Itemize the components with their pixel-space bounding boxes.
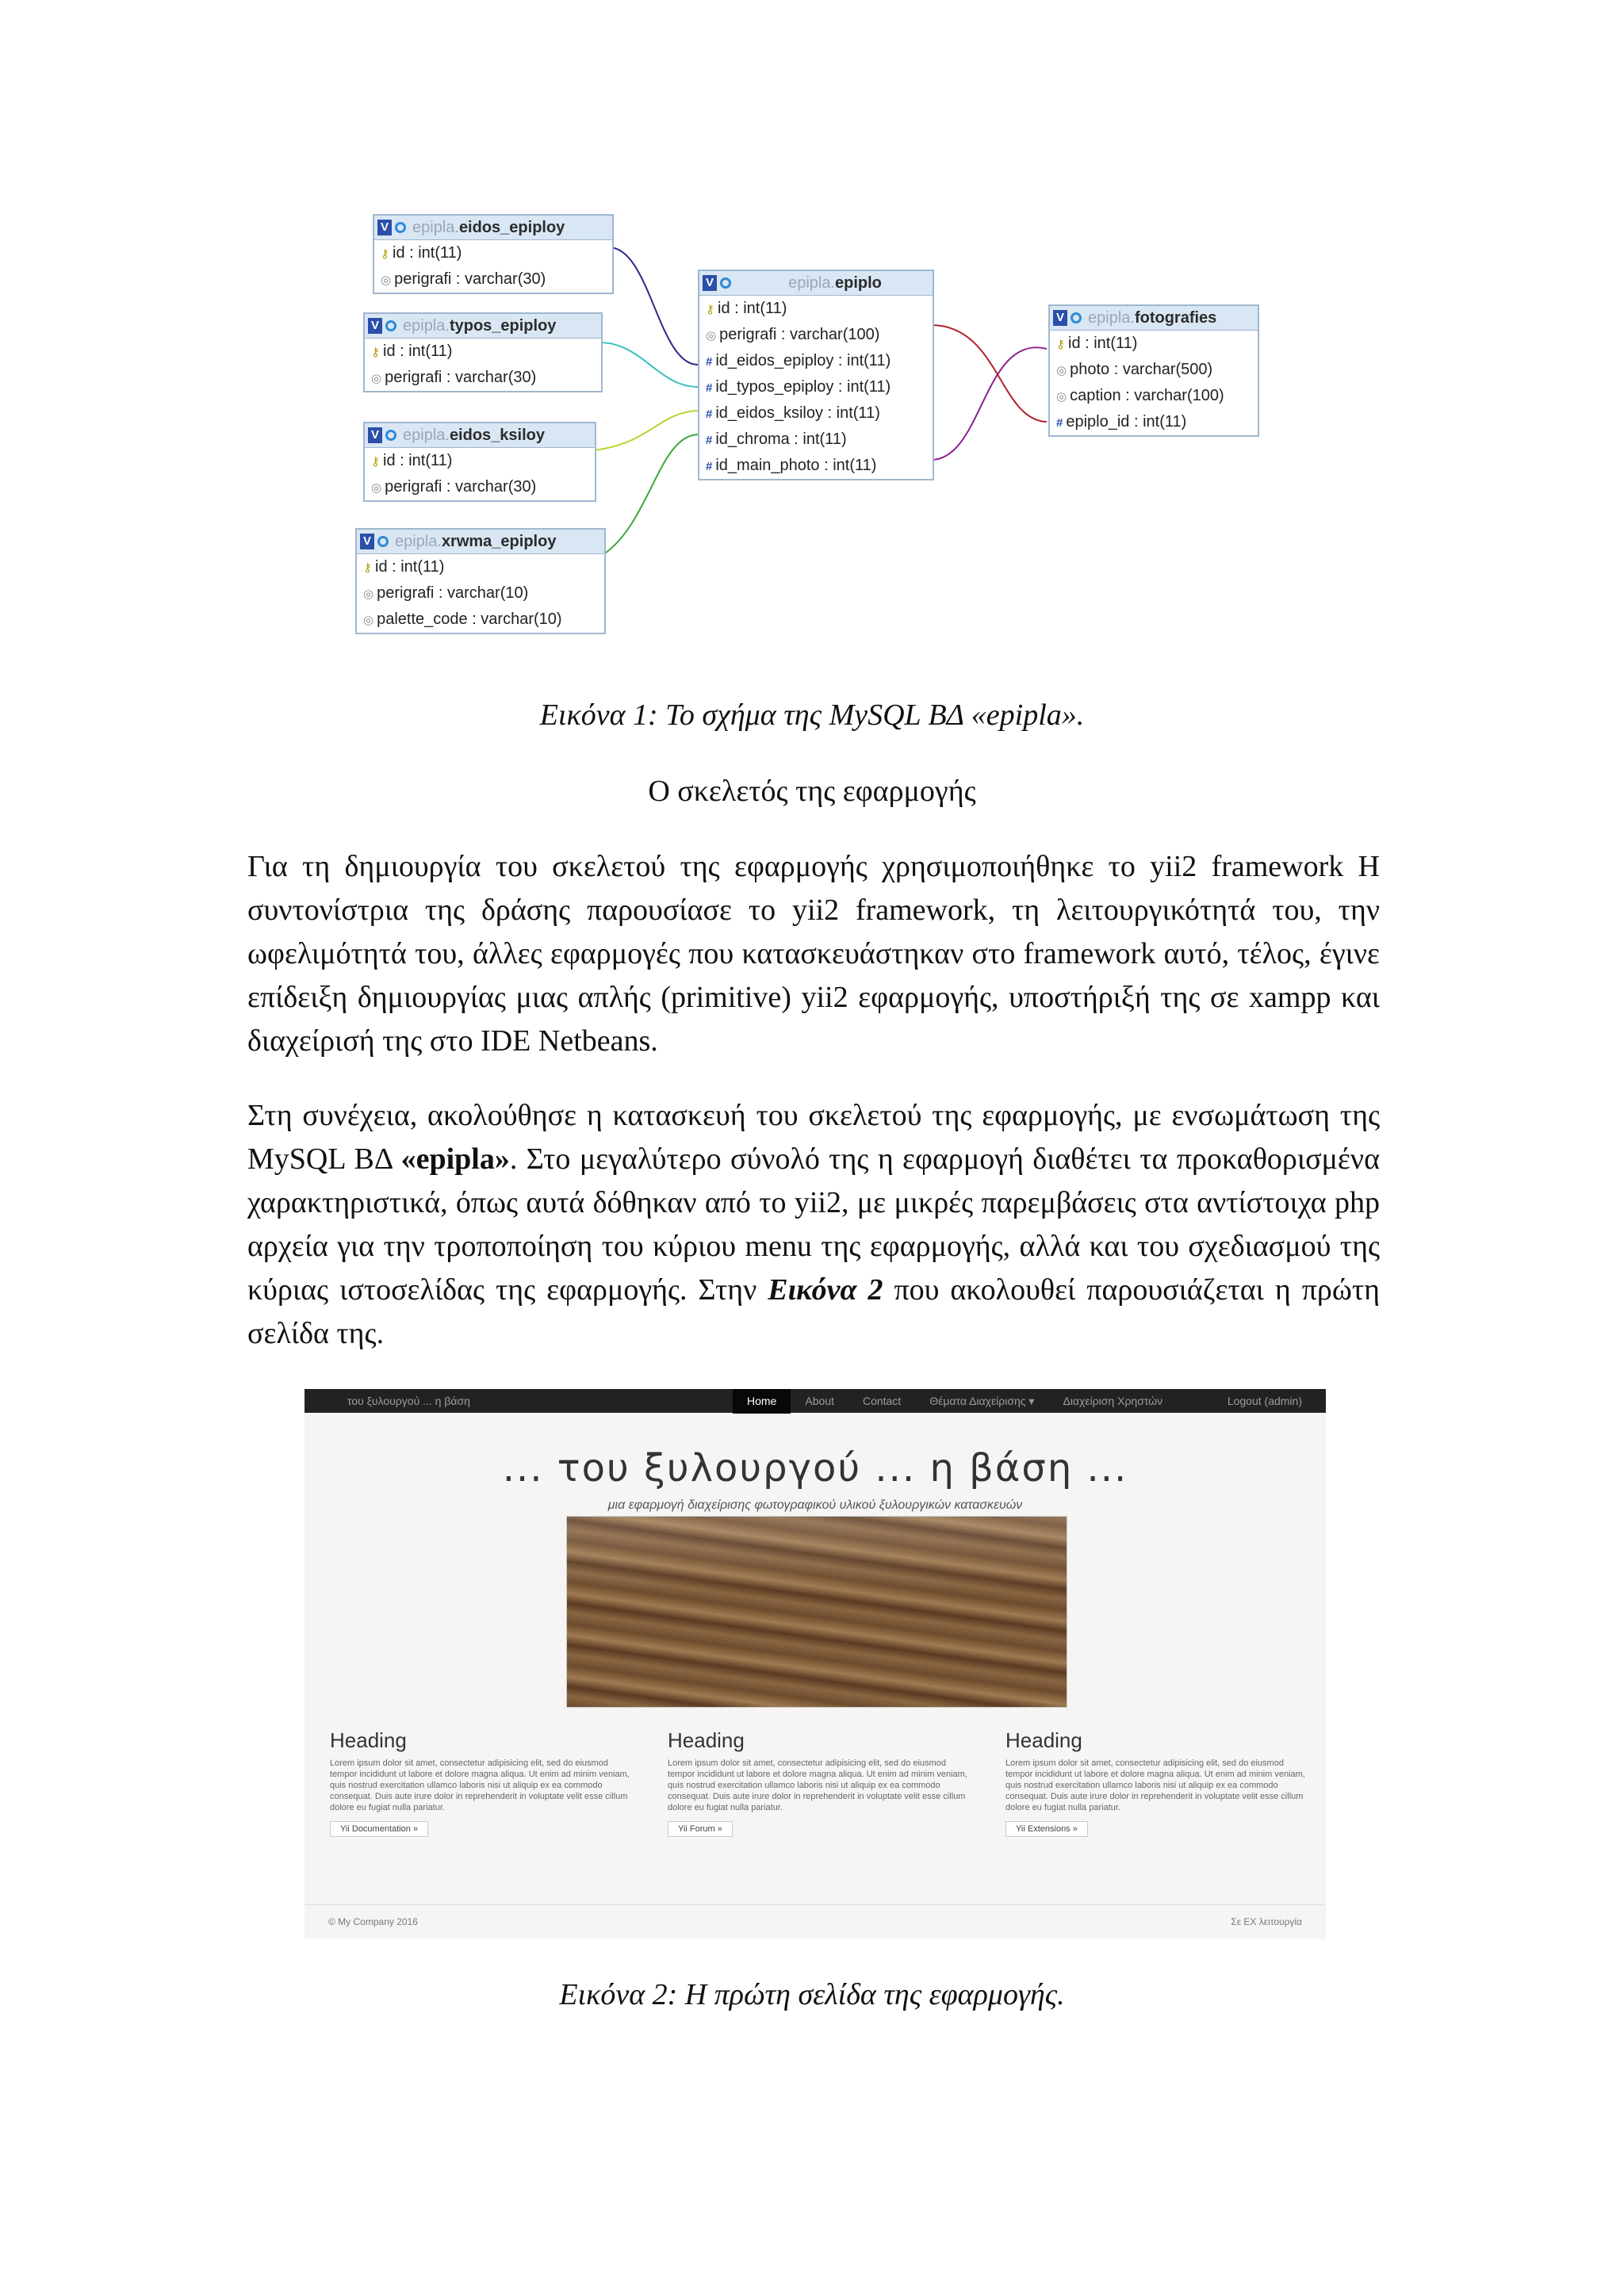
key-icon: ⚷ — [1056, 338, 1065, 351]
key-icon: ⚷ — [363, 561, 372, 575]
table-row: ◎ perigrafi : varchar(100) — [706, 326, 880, 343]
nav-item-about[interactable]: About — [805, 1395, 834, 1407]
table-row: # id_eidos_epiploy : int(11) — [706, 352, 891, 369]
workshop-photo — [566, 1516, 1067, 1708]
app-screenshot — [304, 1389, 1326, 1939]
table-row: # epiplo_id : int(11) — [1056, 413, 1187, 430]
column-icon: ◎ — [363, 614, 374, 627]
v-icon: V — [703, 275, 717, 291]
foreign-key-icon: # — [1056, 416, 1063, 430]
table-name: typos_epiploy — [449, 317, 557, 335]
table-name: epiplo — [835, 274, 882, 292]
column-icon: ◎ — [371, 372, 382, 385]
table-header: V epipla. fotografies — [1050, 306, 1258, 331]
column-text: Lorem ipsum dolor sit amet, consectetur adipisicing elit, sed do eiusmod tempor incididunt ut labore et dolore magna aliqua. Ut enim ad minim veniam, quis nostrud exercitation ullamco laboris nisi ut aliquip ex ea commodo consequat. Duis aute irure dolor in reprehenderit in voluptate velit esse cillum dolore eu fugiat nulla pariatur. — [1005, 1758, 1305, 1812]
v-icon: V — [377, 220, 392, 235]
table-eidos-epiploy[interactable] — [373, 214, 614, 294]
table-row: ◎ photo : varchar(500) — [1056, 361, 1213, 378]
navbar-brand[interactable]: του ξυλουργού ... η βάση — [347, 1395, 470, 1407]
nav-menu — [733, 1389, 1177, 1414]
table-row: ◎ perigrafi : varchar(10) — [363, 584, 529, 602]
table-row: # id_typos_epiploy : int(11) — [706, 378, 891, 396]
table-row: ◎ perigrafi : varchar(30) — [371, 369, 537, 386]
table-name: eidos_ksiloy — [449, 427, 545, 444]
column-icon: ◎ — [363, 587, 374, 601]
table-fotografies[interactable] — [1048, 304, 1259, 437]
table-row: ◎ perigrafi : varchar(30) — [371, 478, 537, 496]
column-heading: Heading — [1005, 1728, 1082, 1752]
table-row: ◎ palette_code : varchar(10) — [363, 610, 562, 628]
table-row: # id_chroma : int(11) — [706, 430, 847, 448]
foreign-key-icon: # — [706, 434, 713, 447]
gear-icon — [377, 536, 389, 547]
table-row: ⚷ id : int(11) — [381, 244, 462, 262]
db-name-bold: «epipla» — [400, 1142, 510, 1176]
key-icon: ⚷ — [706, 303, 714, 316]
gear-icon — [1071, 312, 1082, 323]
table-row: ◎ caption : varchar(100) — [1056, 387, 1224, 404]
link-xrwma-epiploy — [603, 434, 698, 555]
key-icon: ⚷ — [371, 455, 380, 469]
table-row: # id_eidos_ksiloy : int(11) — [706, 404, 880, 422]
table-xrwma-epiploy[interactable] — [355, 528, 606, 634]
table-row: # id_main_photo : int(11) — [706, 457, 877, 474]
foreign-key-icon: # — [706, 381, 713, 395]
nav-item-users[interactable]: Διαχείριση Χρηστών — [1063, 1395, 1163, 1407]
key-icon: ⚷ — [371, 346, 380, 359]
column-icon: ◎ — [1056, 364, 1067, 377]
column-icon: ◎ — [371, 481, 382, 495]
foreign-key-icon: # — [706, 408, 713, 421]
paragraph-1: Για τη δημιουργία του σκελετού της εφαρμογής χρησιμοποιήθηκε το yii2 framework Η συντονίστρια της δράσης παρουσίασε το yii2 framework, τη λειτουργικότητά του, την ωφελιμότητά του, άλλες εφαρμογές που κατασκευάστηκαν στο framework αυτό, τέλος, έγινε επίδειξη δημιουργίας μιας απλής (primitive) yii2 εφαρμογής, υποστήριξή της σε xampp και διαχείρισή της στο IDE Netbeans. — [247, 850, 1380, 1058]
gear-icon — [385, 430, 396, 441]
column-text: Lorem ipsum dolor sit amet, consectetur adipisicing elit, sed do eiusmod tempor incididunt ut labore et dolore magna aliqua. Ut enim ad minim veniam, quis nostrud exercitation ullamco laboris nisi ut aliquip ex ea commodo consequat. Duis aute irure dolor in reprehenderit in voluptate velit esse cillum dolore eu fugiat nulla pariatur. — [668, 1758, 967, 1812]
extensions-button[interactable]: Yii Extensions » — [1005, 1821, 1088, 1837]
footer-copyright: © My Company 2016 — [328, 1916, 418, 1927]
content-column — [330, 1728, 631, 1837]
table-row: ⚷ id : int(11) — [706, 300, 787, 317]
table-header: V epipla. xrwma_epiploy — [357, 530, 604, 554]
column-heading: Heading — [668, 1728, 745, 1752]
key-icon: ⚷ — [381, 247, 389, 261]
table-epiplo[interactable] — [698, 270, 934, 480]
app-footer — [304, 1904, 1326, 1939]
table-name: fotografies — [1134, 309, 1217, 327]
table-header: V epipla. eidos_epiploy — [374, 216, 612, 240]
content-column — [1005, 1728, 1307, 1837]
table-name: eidos_epiploy — [458, 219, 565, 236]
foreign-key-icon: # — [706, 355, 713, 369]
footer-powered: Σε ΕΧ λειτουργία — [1231, 1916, 1302, 1927]
logout-link[interactable]: Logout (admin) — [1227, 1395, 1302, 1407]
docs-button[interactable]: Yii Documentation » — [330, 1821, 428, 1837]
figure-ref: Εικόνα 2 — [768, 1273, 883, 1307]
link-typos-epiploy — [599, 342, 698, 387]
content-column — [668, 1728, 969, 1837]
nav-item-home[interactable]: Home — [733, 1389, 791, 1414]
table-header: V epipla. typos_epiploy — [365, 314, 601, 339]
app-title: ... του ξυλουργού ... η βάση ... — [502, 1446, 1128, 1490]
column-icon: ◎ — [381, 274, 392, 287]
link-eidos-ksiloy — [593, 411, 698, 450]
nav-item-management[interactable]: Θέματα Διαχείρισης ▾ — [929, 1395, 1035, 1407]
forum-button[interactable]: Yii Forum » — [668, 1821, 733, 1837]
paragraph-2: Στη συνέχεια, ακολούθησε η κατασκευή του σκελετού της εφαρμογής, με ενσωμάτωση της MySQL ΒΔ «epipla». Στο μεγαλύτερο σύνολό της η εφαρμογή διαθέτει τα προκαθορισμένα χαρακτηριστικά, όπως αυτά δόθηκαν από το yii2, με μικρές παρεμβάσεις στα αντίστοιχα php αρχεία για την τροποποίηση του κύριου menu της εφαρμογής, αλλά και του σχεδιασμού της κύριας ιστοσελίδας της εφαρμογής. Στην Εικόνα 2 που ακολουθεί παρουσιάζεται η πρώτη σελίδα της. — [247, 1099, 1380, 1350]
foreign-key-icon: # — [706, 460, 713, 473]
v-icon: V — [1053, 310, 1067, 326]
v-icon: V — [360, 534, 374, 549]
gear-icon — [720, 277, 731, 289]
figure-caption-1: Εικόνα 1: Το σχήμα της MySQL ΒΔ «epipla». — [539, 698, 1085, 732]
table-header: V epipla. eidos_ksiloy — [365, 423, 595, 448]
table-eidos-ksiloy[interactable] — [363, 422, 596, 502]
table-row: ⚷ id : int(11) — [371, 342, 453, 360]
gear-icon — [385, 320, 396, 331]
table-typos-epiploy[interactable] — [363, 312, 603, 392]
link-epiplo-id — [931, 325, 1047, 422]
column-text: Lorem ipsum dolor sit amet, consectetur adipisicing elit, sed do eiusmod tempor incididunt ut labore et dolore magna aliqua. Ut enim ad minim veniam, quis nostrud exercitation ullamco laboris nisi ut aliquip ex ea commodo consequat. Duis aute irure dolor in reprehenderit in voluptate velit esse cillum dolore eu fugiat nulla pariatur. — [330, 1758, 630, 1812]
table-header: V epipla.epiplo — [699, 271, 933, 296]
table-row: ⚷ id : int(11) — [363, 558, 445, 576]
gear-icon — [395, 222, 406, 233]
er-diagram — [349, 206, 1269, 650]
table-row: ⚷ id : int(11) — [1056, 335, 1138, 352]
figure-caption-2: Εικόνα 2: Η πρώτη σελίδα της εφαρμογής. — [559, 1978, 1065, 2011]
link-main-photo — [931, 347, 1047, 460]
column-icon: ◎ — [1056, 390, 1067, 404]
v-icon: V — [368, 318, 382, 334]
v-icon: V — [368, 427, 382, 443]
app-subtitle: μια εφαρμογή διαχείρισης φωτογραφικού υλικού ξυλουργικών κατασκευών — [607, 1498, 1023, 1512]
section-heading: Ο σκελετός της εφαρμογής — [648, 775, 976, 808]
nav-item-contact[interactable]: Contact — [862, 1395, 902, 1407]
table-row: ◎ perigrafi : varchar(30) — [381, 270, 546, 288]
column-icon: ◎ — [706, 329, 717, 342]
table-name: xrwma_epiploy — [441, 533, 557, 550]
column-heading: Heading — [330, 1728, 407, 1752]
navbar — [304, 1389, 1326, 1413]
table-row: ⚷ id : int(11) — [371, 452, 453, 469]
